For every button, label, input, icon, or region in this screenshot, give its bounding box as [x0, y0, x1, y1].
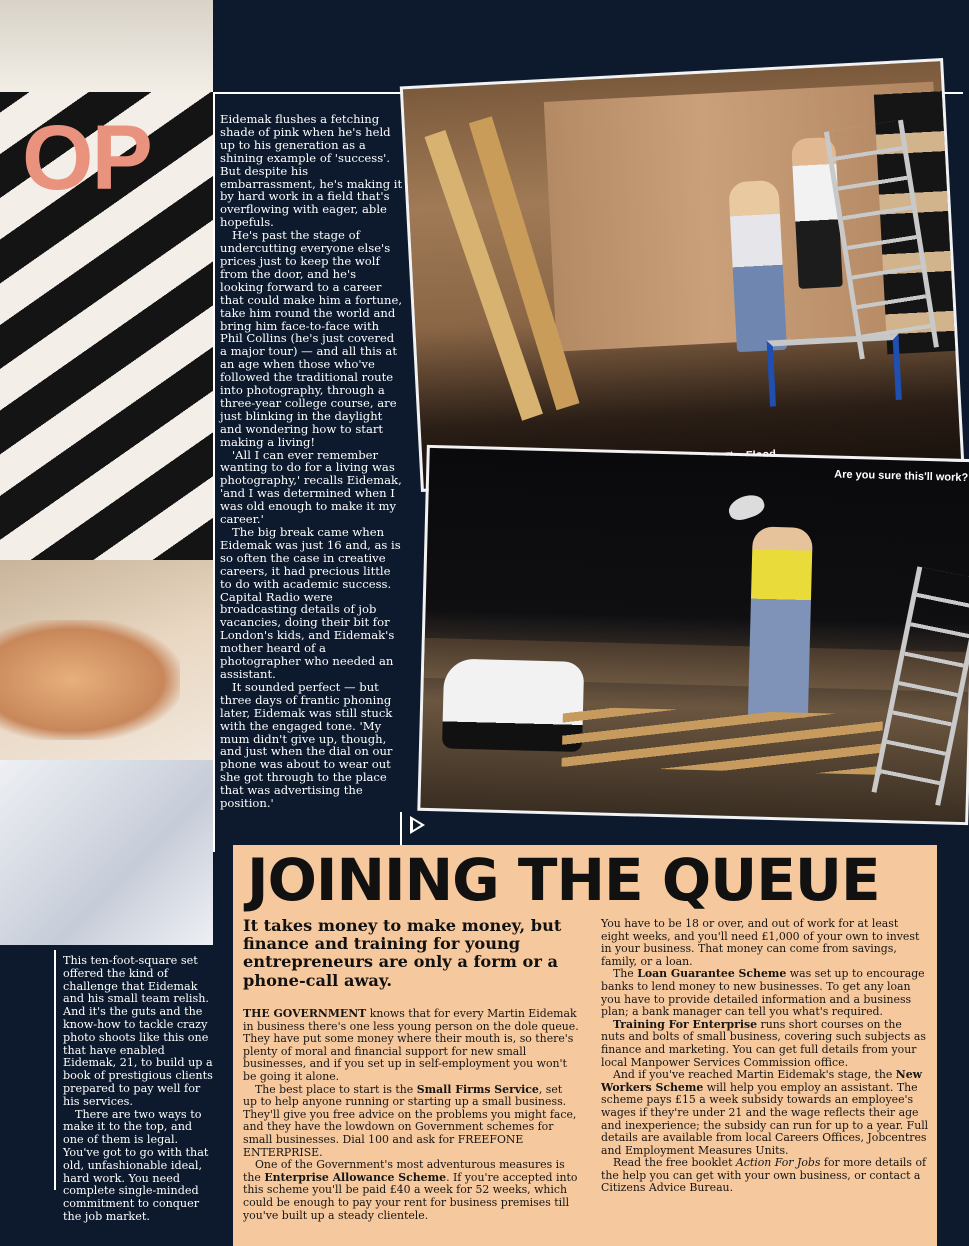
column-rule-vertical	[213, 92, 215, 852]
sidebar-joining-the-queue	[233, 845, 937, 1246]
paragraph-text: , set up to help anyone running or starting up a small business. They'll give you free advice on the problems you might face, and they have the lowdown on Government schemes for small businesses. Dial 100 and ask for FREEFONE ENTERPRISE.	[243, 1082, 577, 1159]
paragraph-text: . If you're accepted into this scheme you'll be paid £40 a week for 52 weeks, which could be enough to pay your rent for business premises till you've built up a steady clientele.	[243, 1170, 578, 1222]
main-paragraph: The big break came when Eidemak was just 16 and, as is so often the case in creative careers, it had precious little to do with academic success. Capital Radio were broadcasting details of job vacancies, doing their bit for London's kids, and Eidemak's mother heard of a photographer who needed an assistant.	[220, 525, 401, 681]
sidebar-column-2	[601, 918, 929, 1195]
photo-model	[0, 620, 180, 740]
sidebar-column-1	[243, 1008, 579, 1222]
paragraph-lead: Training For Enterprise	[613, 1017, 758, 1031]
paragraph-text: was set up to encourage banks to lend money to new businesses. To get any loan you have to provide detailed information and a business plan; a bank manager can tell you what's required.	[601, 967, 925, 1019]
paragraph-text: will help you employ an assistant. The scheme pays £15 a week subsidy towards an employee's wages if they're under 21 and the wage reflects their age and inexperience; the subsidy can run for up to a year. Full details are available from local Careers Offices, Jobcentres and Employment Measures Units.	[601, 1080, 929, 1157]
paragraph-lead: THE GOVERNMENT	[243, 1007, 367, 1020]
continue-arrow-icon	[410, 816, 425, 834]
sidebar-paragraph	[243, 1084, 579, 1160]
photo-person	[748, 526, 813, 718]
paragraph-lead: Enterprise Allowance Scheme	[264, 1170, 447, 1184]
photo-sheet	[0, 760, 213, 945]
sidebar-intro: It takes money to make money, but finance and training for young entrepreneurs are only a form or a phone-call away.	[243, 916, 562, 990]
paragraph-text: knows that for every Martin Eidemak in business there's one less young person on the dole queue. They have put some money where their mouth is, so there's plenty of moral and financial support for new small businesses, and if you set up in self-employment you won't be going it alone.	[243, 1007, 579, 1083]
sidebar-title: JOINING THE QUEUE	[247, 846, 880, 914]
sidebar-paragraph	[601, 918, 929, 968]
paragraph-lead: Loan Guarantee Scheme	[637, 967, 787, 981]
main-paragraph: Eidemak flushes a fetching shade of pink when he's held up to his generation as a shining example of 'success'. But despite his embarrassment, he's making it by hard work in a field that's overflowing with eager, able hopefuls.	[220, 112, 403, 230]
photo-person	[728, 180, 787, 352]
caption-paragraph: There are two ways to make it to the top, and one of them is legal. You've got to go with that old, unfashionable ideal, hard work. You need complete single-minded commitment to conquer the job market.	[63, 1107, 209, 1223]
photo-studio-dark	[417, 445, 969, 825]
headline-fragment: OP	[22, 107, 151, 209]
photo-caption-bottom: Are you sure this'll work?	[834, 468, 969, 485]
sidebar-paragraph	[601, 1069, 929, 1157]
caption-rule	[54, 950, 56, 1190]
photo-dove	[726, 491, 767, 523]
main-paragraph: 'All I can ever remember wanting to do for a living was photography,' recalls Eidemak, 'and I was determined when I was old enough to make it my career.'	[220, 447, 402, 527]
sidebar-paragraph	[601, 1157, 929, 1195]
column-rule-small	[400, 812, 402, 846]
paragraph-text: The best place to start is the	[255, 1082, 417, 1096]
sidebar-paragraph	[243, 1008, 579, 1084]
paragraph-text: runs short courses on the nuts and bolts of small business, covering such subjects as finance and marketing. You can get full details from your local Manpower Services Commission office.	[601, 1017, 926, 1069]
photo-planks	[562, 707, 883, 775]
paragraph-text: And if you've reached Martin Eidemak's stage, the	[613, 1068, 896, 1082]
photo-workbench	[767, 334, 902, 407]
main-article-column	[220, 113, 403, 810]
sidebar-paragraph	[601, 1019, 929, 1069]
paragraph-text: Read the free booklet	[613, 1156, 736, 1170]
photo-ceiling	[0, 0, 213, 92]
caption-paragraph: This ten-foot-square set offered the kind of challenge that Eidemak and his small team relish. And it's the guts and the know-how to tackle crazy photo shoots like this one that have enabled Eidemak, 21, to build up a book of prestigious clients prepared to pay well for his services.	[63, 954, 213, 1108]
paragraph-text: The	[613, 967, 638, 981]
main-paragraph: He's past the stage of undercutting everyone else's prices just to keep the wolf from the door, and he's looking forward to a career that could make him a fortune, take him round the world and bring him face-to-face with Phil Collins (he's just covered a major tour) — and all this at an age when those who've followed the traditional route into photography, through a three-year college course, are just blinking in the daylight and wondering how to start making a living!	[220, 228, 403, 449]
paragraph-text: for more details of the help you can get with your own business, or contact a Citizens Advice Bureau.	[601, 1156, 927, 1195]
left-caption-column	[63, 955, 213, 1224]
paragraph-lead: Small Firms Service	[416, 1082, 539, 1096]
paragraph-lead: New Workers Scheme	[601, 1068, 923, 1094]
photo-studio-setup	[400, 58, 965, 492]
paragraph-text: One of the Government's most adventurous measures is the	[243, 1158, 565, 1184]
sidebar-paragraph	[601, 968, 929, 1018]
sidebar-paragraph	[243, 1159, 579, 1222]
paragraph-text: You have to be 18 or over, and out of work for at least eight weeks, and you'll need £1,000 of your own to invest in your business. That money can come from savings, family, or a loan.	[601, 917, 920, 968]
booklet-title: Action For Jobs	[735, 1156, 821, 1170]
main-paragraph: It sounded perfect — but three days of frantic phoning later, Eidemak was still stuck with the engaged tone. 'My mum didn't give up, though, and just when the dial on our phone was about to wear out she got through to the place that was advertising the position.'	[220, 679, 393, 811]
